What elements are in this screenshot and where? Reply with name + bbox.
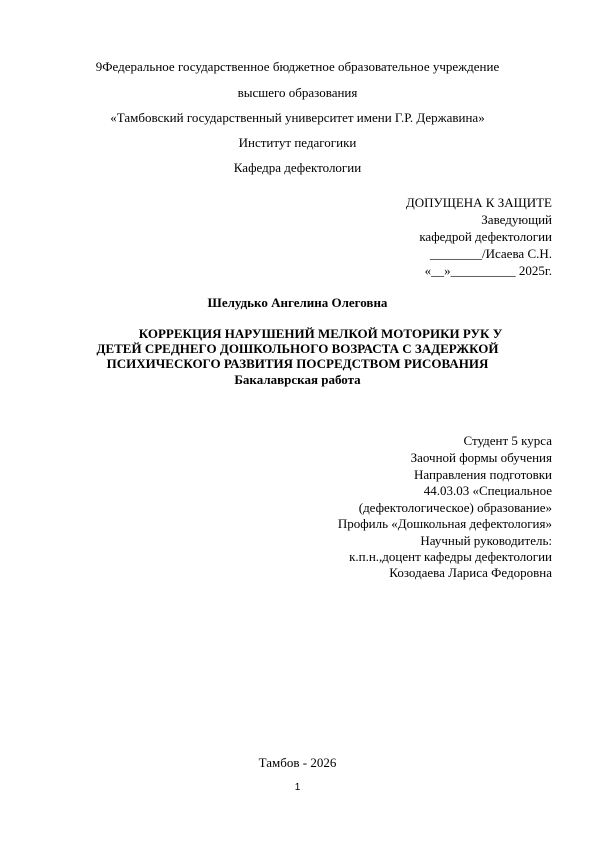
thesis-title-line-2: ДЕТЕЙ СРЕДНЕГО ДОШКОЛЬНОГО ВОЗРАСТА С ЗАДЕРЖКОЙ [96, 341, 499, 356]
student-study-form: Заочной формы обучения [410, 450, 552, 465]
student-direction-label: Направления подготовки [413, 467, 552, 482]
institute-name: Институт педагогики [238, 135, 357, 150]
student-profile: Профиль «Дошкольная дефектология» [337, 516, 552, 531]
approval-role: Заведующий [481, 212, 552, 227]
supervisor-title: к.п.н.,доцент кафедры дефектологии [349, 549, 552, 564]
student-course: Студент 5 курса [463, 433, 552, 448]
organization-line-2: высшего образования [237, 85, 358, 100]
approval-role-department: кафедрой дефектологии [419, 229, 552, 244]
supervisor-name: Козодаева Лариса Федоровна [389, 565, 552, 580]
work-type: Бакалаврская работа [234, 372, 361, 387]
university-name: «Тамбовский государственный университет имени Г.Р. Державина» [110, 110, 485, 125]
approval-status: ДОПУЩЕНА К ЗАЩИТЕ [405, 195, 552, 210]
supervisor-label: Научный руководитель: [420, 533, 552, 548]
approval-date: «__»__________ 2025г. [424, 263, 552, 278]
page-number: 1 [294, 782, 301, 793]
place-and-year: Тамбов - 2026 [258, 755, 337, 770]
department-name: Кафедра дефектологии [233, 160, 362, 175]
student-direction-code: 44.03.03 «Специальное [423, 483, 552, 498]
approval-signature: ________/Исаева С.Н. [429, 246, 552, 261]
thesis-title-line-1: КОРРЕКЦИЯ НАРУШЕНИЙ МЕЛКОЙ МОТОРИКИ РУК У [138, 326, 503, 341]
student-direction-name: (дефектологическое) образование» [358, 500, 552, 515]
organization-line-1: 9Федеральное государственное бюджетное образовательное учреждение [95, 59, 500, 74]
thesis-title-line-3: ПСИХИЧЕСКОГО РАЗВИТИЯ ПОСРЕДСТВОМ РИСОВАНИЯ [106, 356, 489, 371]
author-name: Шелудько Ангелина Олеговна [207, 295, 388, 310]
